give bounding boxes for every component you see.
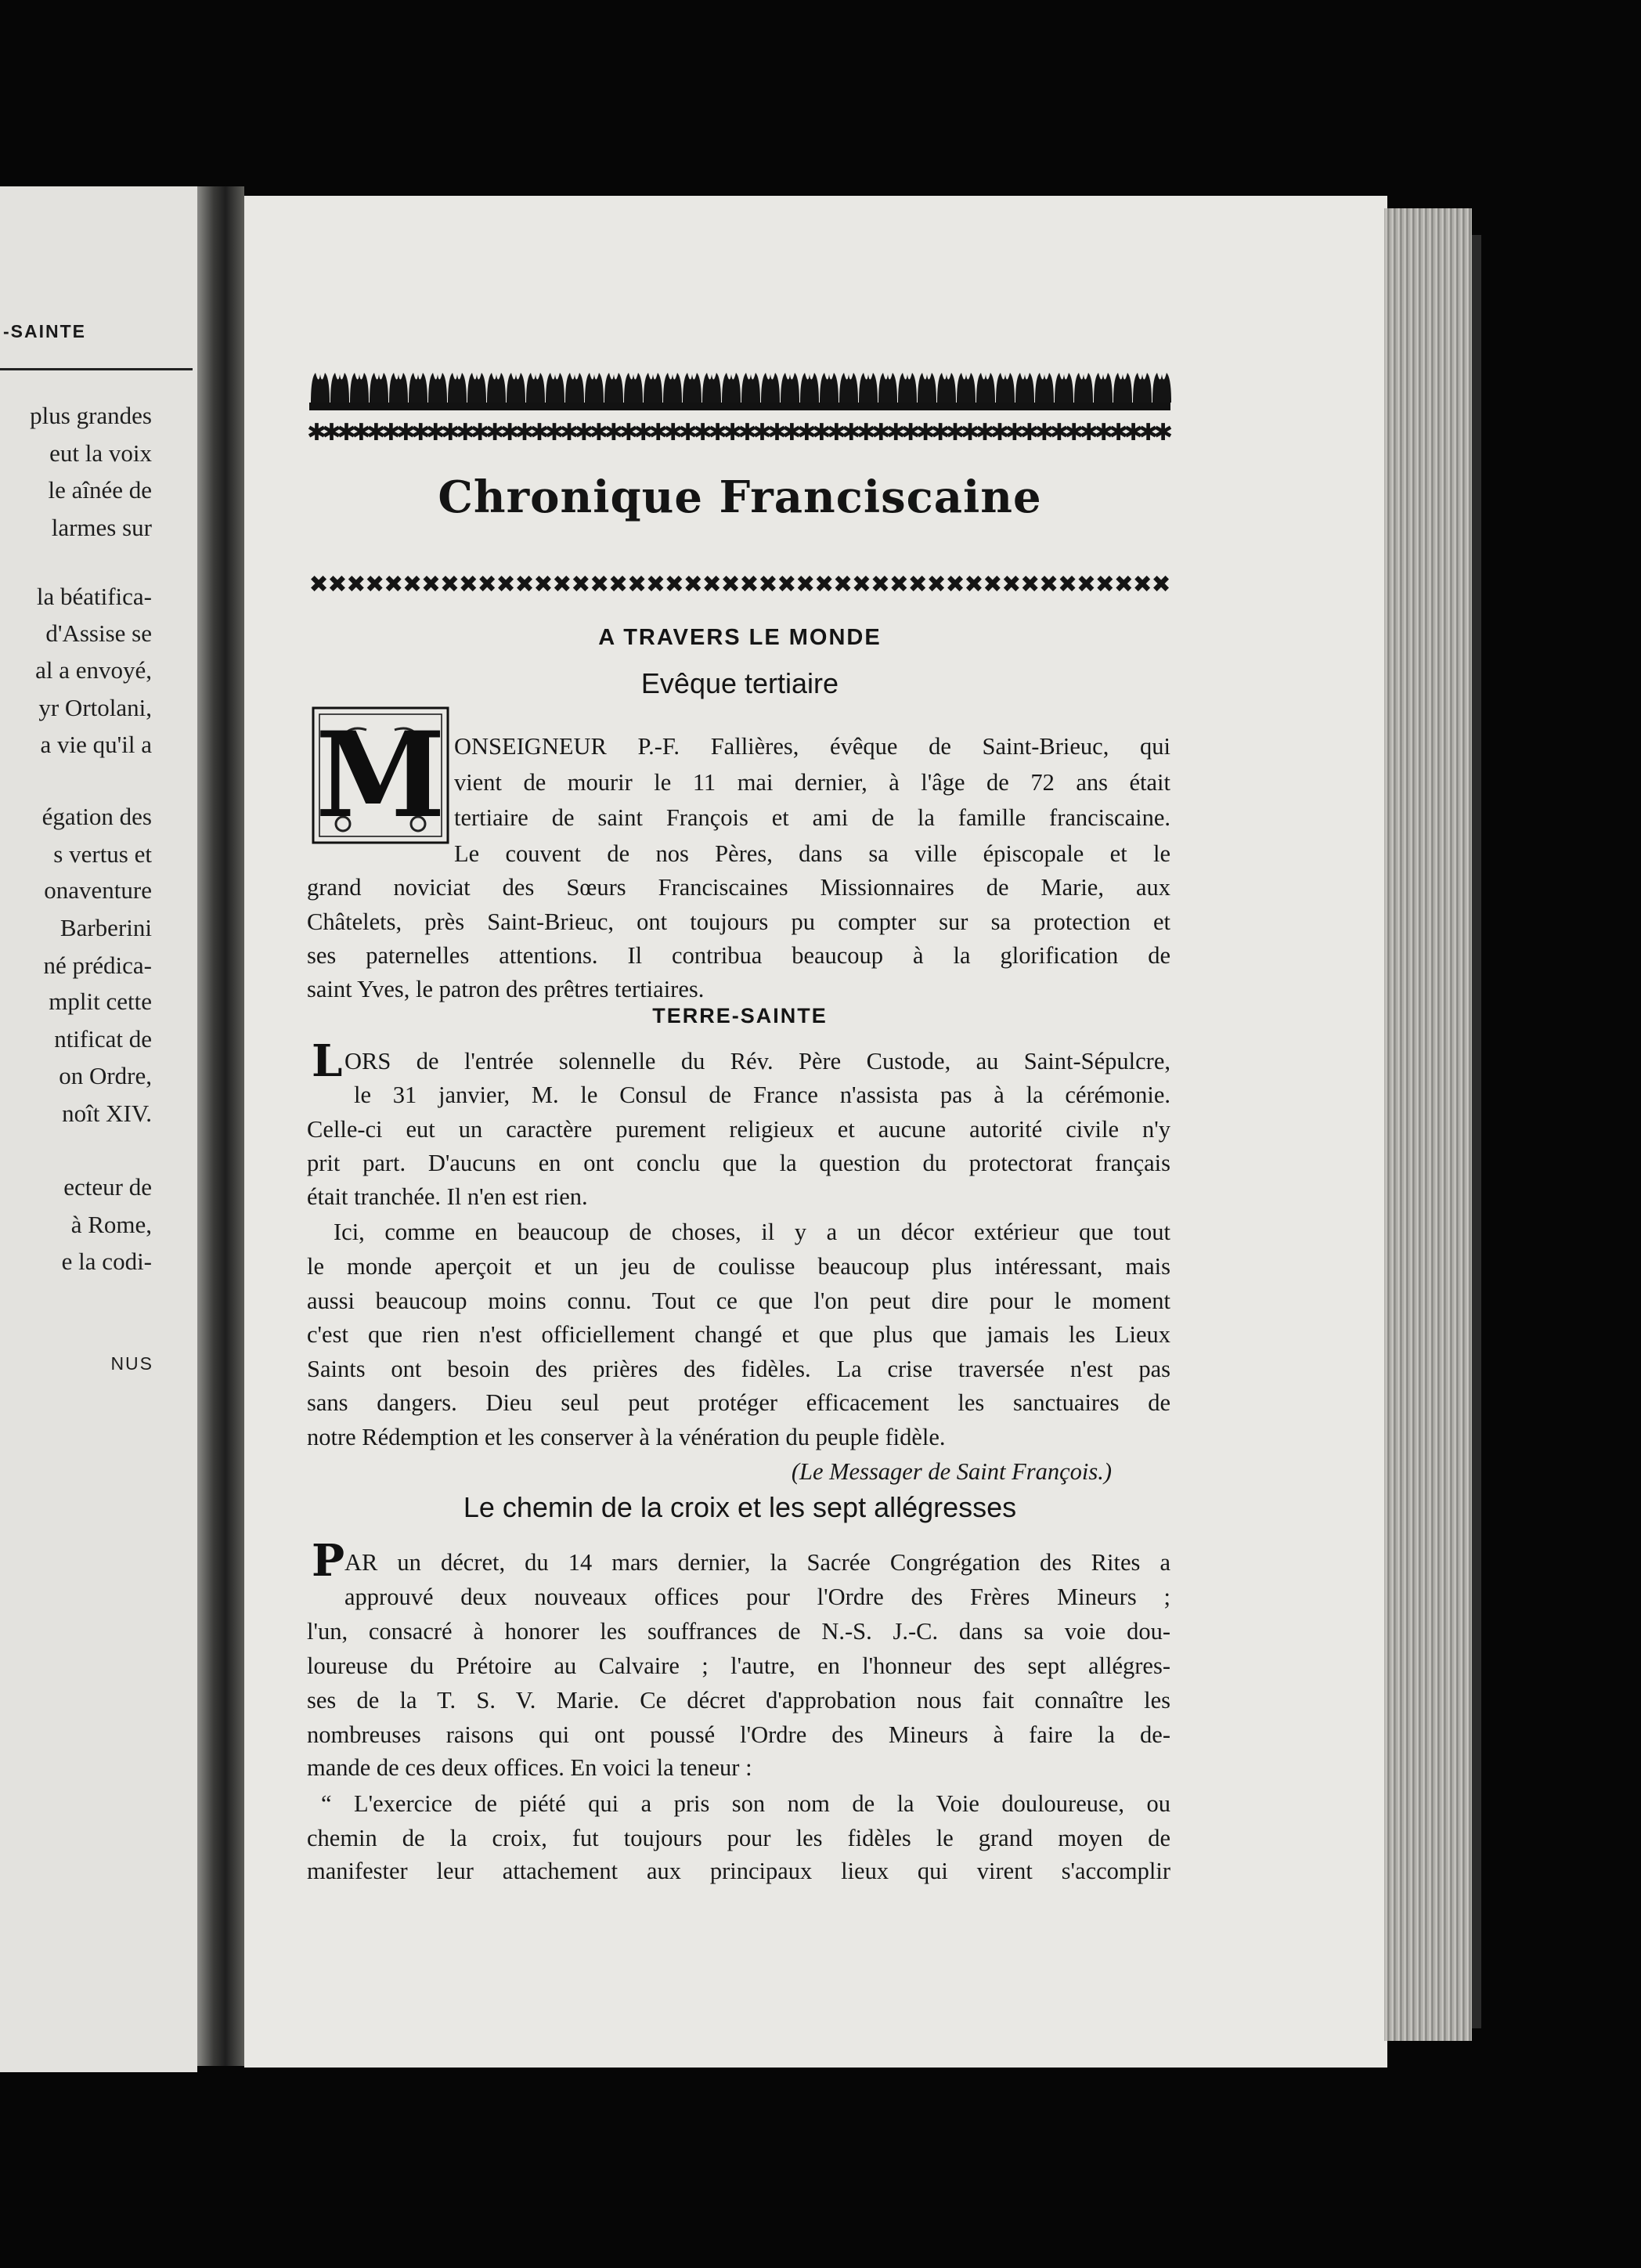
cross-motif: ✖ bbox=[983, 571, 1003, 598]
left-running-header: -SAINTE bbox=[3, 321, 86, 341]
section-heading-world: A TRAVERS LE MONDE bbox=[598, 625, 882, 650]
text-line: “ L'exercice de piété qui a pris son nom de la Voie douloureuse, ou bbox=[321, 1790, 1170, 1817]
dropcap-m-ornament bbox=[312, 706, 449, 844]
left-text-line: la béatifica- bbox=[36, 583, 152, 610]
star-motif: ✱ bbox=[737, 419, 758, 446]
text-line: Le couvent de nos Pères, dans sa ville épiscopale et le bbox=[454, 840, 1170, 867]
star-motif: ✱ bbox=[395, 419, 416, 446]
star-motif: ✱ bbox=[589, 419, 609, 446]
tulip-motif bbox=[370, 373, 388, 403]
cross-motif: ✖ bbox=[683, 571, 703, 598]
star-motif: ✱ bbox=[900, 419, 921, 446]
cross-ornament-band bbox=[308, 571, 1171, 598]
star-motif: ✱ bbox=[336, 419, 356, 446]
cross-motif: ✖ bbox=[701, 571, 722, 598]
tulip-motif bbox=[1133, 373, 1152, 403]
star-motif: ✱ bbox=[990, 419, 1010, 446]
star-motif: ✱ bbox=[485, 419, 505, 446]
left-text-line: ecteur de bbox=[63, 1173, 152, 1201]
cross-motif: ✖ bbox=[365, 571, 385, 598]
text-line: ses paternelles attentions. Il contribua beaucoup à la glorification de bbox=[307, 942, 1170, 969]
star-motif: ✱ bbox=[380, 419, 401, 446]
text-line: sans dangers. Dieu seul peut protéger efficacement les sanctuaires de bbox=[307, 1389, 1170, 1416]
tulip-ornament-band bbox=[309, 367, 1170, 412]
star-motif: ✱ bbox=[766, 419, 787, 446]
left-signature: NUS bbox=[110, 1353, 153, 1374]
tulip-motif bbox=[624, 373, 643, 403]
left-text-line: al a envoyé, bbox=[35, 656, 152, 684]
star-motif: ✱ bbox=[1019, 419, 1040, 446]
tulip-motif bbox=[428, 373, 447, 403]
left-text-line: yr Ortolani, bbox=[38, 694, 152, 721]
star-motif: ✱ bbox=[574, 419, 594, 446]
text-line: vient de mourir le 11 mai dernier, à l'âge de 72 ans était bbox=[454, 769, 1170, 796]
star-motif: ✱ bbox=[410, 419, 431, 446]
text-line: Saints ont besoin des prières des fidèles. La crise traversée n'est pas bbox=[307, 1356, 1170, 1382]
star-motif: ✱ bbox=[826, 419, 846, 446]
star-motif: ✱ bbox=[1079, 419, 1099, 446]
cross-motif: ✖ bbox=[590, 571, 610, 598]
cross-motif: ✖ bbox=[907, 571, 928, 598]
tulip-motif bbox=[1152, 373, 1171, 403]
tulip-motif bbox=[448, 373, 467, 403]
tulip-motif bbox=[585, 373, 604, 403]
section-heading-holy-land: TERRE-SAINTE bbox=[652, 1004, 828, 1027]
cross-motif: ✖ bbox=[1057, 571, 1078, 598]
star-motif: ✱ bbox=[781, 419, 802, 446]
text-line: l'un, consacré à honorer les souffrances de N.-S. J.-C. dans sa voie dou- bbox=[307, 1618, 1170, 1645]
star-motif: ✱ bbox=[915, 419, 936, 446]
cross-motif: ✖ bbox=[664, 571, 684, 598]
star-motif: ✱ bbox=[544, 419, 564, 446]
star-motif: ✱ bbox=[619, 419, 639, 446]
tulip-motif bbox=[1074, 373, 1093, 403]
star-motif: ✱ bbox=[500, 419, 520, 446]
tulip-motif bbox=[644, 373, 662, 403]
star-motif: ✱ bbox=[440, 419, 460, 446]
text-line: nombreuses raisons qui ont poussé l'Ordre des Mineurs à faire la de- bbox=[307, 1721, 1170, 1748]
cross-motif: ✖ bbox=[608, 571, 629, 598]
left-text-line: on Ordre, bbox=[59, 1062, 152, 1089]
left-text-line: e la codi- bbox=[61, 1248, 152, 1275]
star-motif: ✱ bbox=[633, 419, 654, 446]
star-motif: ✱ bbox=[1152, 419, 1174, 446]
tulip-motif bbox=[918, 373, 936, 403]
cross-motif: ✖ bbox=[496, 571, 516, 598]
text-line: le monde aperçoit et un jeu de coulisse beaucoup plus intéressant, mais bbox=[307, 1253, 1170, 1280]
cross-motif: ✖ bbox=[402, 571, 423, 598]
left-text-line: le aînée de bbox=[48, 476, 152, 504]
cross-motif: ✖ bbox=[420, 571, 442, 598]
text-line: prit part. D'aucuns en ont conclu que la question du protectorat français bbox=[307, 1150, 1170, 1176]
star-motif: ✱ bbox=[306, 419, 327, 446]
star-motif: ✱ bbox=[841, 419, 861, 446]
star-motif: ✱ bbox=[1138, 419, 1159, 446]
tulip-motif bbox=[487, 373, 506, 403]
left-text-line: mplit cette bbox=[49, 988, 152, 1015]
star-motif: ✱ bbox=[455, 419, 475, 446]
cross-motif: ✖ bbox=[626, 571, 647, 598]
left-text-line: égation des bbox=[41, 803, 152, 830]
left-text-line: a vie qu'il a bbox=[40, 731, 152, 758]
text-line: loureuse du Prétoire au Calvaire ; l'autre, en l'honneur des sept allégres- bbox=[307, 1652, 1170, 1679]
cross-motif: ✖ bbox=[1039, 571, 1059, 598]
tulip-motif bbox=[507, 373, 525, 403]
tulip-motif bbox=[350, 373, 369, 403]
cross-motif: ✖ bbox=[964, 571, 984, 598]
cross-motif: ✖ bbox=[384, 571, 404, 598]
star-motif: ✱ bbox=[1064, 419, 1084, 446]
page-edge-shadow bbox=[1472, 235, 1481, 2028]
cross-motif: ✖ bbox=[477, 571, 497, 598]
text-line: mande de ces deux offices. En voici la teneur : bbox=[307, 1754, 752, 1781]
left-text-line: né prédica- bbox=[43, 952, 152, 979]
star-motif: ✱ bbox=[1004, 419, 1025, 446]
left-page-fragment bbox=[0, 186, 197, 2072]
subheading-bishop: Evêque tertiaire bbox=[640, 667, 839, 699]
page-title: Chronique Franciscaine bbox=[438, 471, 1042, 523]
left-text-line: d'Assise se bbox=[45, 619, 152, 647]
tulip-motif bbox=[1035, 373, 1054, 403]
star-motif: ✱ bbox=[604, 419, 624, 446]
cross-motif: ✖ bbox=[889, 571, 909, 598]
text-line: grand noviciat des Sœurs Franciscaines Missionnaires de Marie, aux bbox=[307, 874, 1170, 901]
left-text-line: s vertus et bbox=[53, 840, 152, 868]
star-ornament-band bbox=[306, 419, 1174, 446]
cross-motif: ✖ bbox=[346, 571, 366, 598]
star-motif: ✱ bbox=[559, 419, 579, 446]
cross-motif: ✖ bbox=[645, 571, 666, 598]
tulip-motif bbox=[311, 373, 330, 403]
tulip-motif bbox=[761, 373, 780, 403]
cross-motif: ✖ bbox=[945, 571, 965, 598]
star-motif: ✱ bbox=[693, 419, 713, 446]
text-line: chemin de la croix, fut toujours pour les fidèles le grand moyen de bbox=[307, 1825, 1170, 1851]
cross-motif: ✖ bbox=[552, 571, 572, 598]
left-text-line: Barberini bbox=[60, 914, 152, 941]
tulip-motif bbox=[839, 373, 858, 403]
star-motif: ✱ bbox=[1094, 419, 1114, 446]
cross-motif: ✖ bbox=[1020, 571, 1041, 598]
tulip-motif bbox=[1055, 373, 1073, 403]
star-motif: ✱ bbox=[529, 419, 550, 446]
star-motif: ✱ bbox=[1123, 419, 1144, 446]
cross-motif: ✖ bbox=[870, 571, 890, 598]
tulip-motif bbox=[604, 373, 623, 403]
initial-letter-p: P bbox=[312, 1535, 345, 1587]
cross-motif: ✖ bbox=[1132, 571, 1152, 598]
source-attribution: (Le Messager de Saint François.) bbox=[791, 1458, 1112, 1485]
tulip-motif bbox=[781, 373, 799, 403]
cross-motif: ✖ bbox=[1095, 571, 1115, 598]
cross-motif: ✖ bbox=[814, 571, 835, 598]
cross-motif: ✖ bbox=[1001, 571, 1022, 598]
star-motif: ✱ bbox=[752, 419, 773, 446]
tulip-motif bbox=[878, 373, 897, 403]
star-motif: ✱ bbox=[871, 419, 891, 446]
star-motif: ✱ bbox=[514, 419, 535, 446]
cross-motif: ✖ bbox=[571, 571, 591, 598]
star-motif: ✱ bbox=[975, 419, 995, 446]
tulip-motif bbox=[937, 373, 956, 403]
tulip-motif bbox=[722, 373, 741, 403]
initial-letter-l: L bbox=[312, 1035, 343, 1087]
cross-motif: ✖ bbox=[458, 571, 478, 598]
tulip-motif bbox=[820, 373, 839, 403]
star-motif: ✱ bbox=[351, 419, 371, 446]
star-motif: ✱ bbox=[366, 419, 386, 446]
left-text-line: à Rome, bbox=[70, 1211, 152, 1238]
cross-motif: ✖ bbox=[1113, 571, 1134, 598]
text-line: ORS de l'entrée solennelle du Rév. Père Custode, au Saint-Sépulcre, bbox=[344, 1048, 1170, 1074]
cross-motif: ✖ bbox=[777, 571, 797, 598]
text-line: Celle-ci eut un caractère purement religieux et aucune autorité civile n'y bbox=[307, 1116, 1170, 1143]
tulip-motif bbox=[389, 373, 408, 403]
tulip-motif bbox=[1113, 373, 1132, 403]
left-text-line: ntificat de bbox=[54, 1025, 152, 1053]
subheading-way-of-cross: Le chemin de la croix et les sept allégresses bbox=[463, 1491, 1017, 1523]
tulip-motif bbox=[330, 373, 349, 403]
text-line: Châtelets, près Saint-Brieuc, ont toujours pu compter sur sa protection et bbox=[307, 908, 1170, 935]
text-line: c'est que rien n'est officiellement changé et que plus que jamais les Lieux bbox=[307, 1321, 1170, 1348]
text-line: Ici, comme en beaucoup de choses, il y a un décor extérieur que tout bbox=[334, 1219, 1170, 1245]
star-motif: ✱ bbox=[321, 419, 342, 446]
ornament-bar bbox=[309, 403, 1170, 410]
left-text-line: eut la voix bbox=[49, 439, 152, 467]
cross-motif: ✖ bbox=[851, 571, 872, 598]
cross-motif: ✖ bbox=[1151, 571, 1171, 598]
tulip-motif bbox=[996, 373, 1015, 403]
cross-motif: ✖ bbox=[758, 571, 778, 598]
left-text-line: onaventure bbox=[44, 876, 152, 904]
star-motif: ✱ bbox=[663, 419, 683, 446]
text-line: le 31 janvier, M. le Consul de France n'assista pas à la cérémonie. bbox=[354, 1082, 1170, 1108]
cross-motif: ✖ bbox=[739, 571, 759, 598]
star-motif: ✱ bbox=[722, 419, 743, 446]
book-gutter bbox=[197, 186, 244, 2066]
cross-motif: ✖ bbox=[439, 571, 460, 598]
star-motif: ✱ bbox=[856, 419, 876, 446]
tulip-motif bbox=[702, 373, 721, 403]
tulip-motif bbox=[1094, 373, 1113, 403]
left-text-line: noît XIV. bbox=[62, 1100, 152, 1127]
cross-motif: ✖ bbox=[795, 571, 816, 598]
page-block-edge bbox=[1384, 208, 1472, 2041]
left-text-line: plus grandes bbox=[30, 402, 152, 429]
cross-motif: ✖ bbox=[327, 571, 348, 598]
tulip-motif bbox=[546, 373, 564, 403]
tulip-motif bbox=[565, 373, 584, 403]
star-motif: ✱ bbox=[811, 419, 831, 446]
tulip-motif bbox=[976, 373, 995, 403]
text-line: tertiaire de saint François et ami de la famille franciscaine. bbox=[454, 804, 1170, 831]
cross-motif: ✖ bbox=[308, 571, 329, 598]
star-motif: ✱ bbox=[796, 419, 817, 446]
text-line: approuvé deux nouveaux offices pour l'Ordre des Frères Mineurs ; bbox=[344, 1584, 1170, 1610]
text-line: AR un décret, du 14 mars dernier, la Sacrée Congrégation des Rites a bbox=[344, 1549, 1170, 1576]
star-motif: ✱ bbox=[930, 419, 950, 446]
cross-motif: ✖ bbox=[1076, 571, 1097, 598]
text-line: notre Rédemption et les conserver à la vénération du peuple fidèle. bbox=[307, 1424, 946, 1450]
star-motif: ✱ bbox=[945, 419, 965, 446]
left-header-rule bbox=[0, 368, 193, 370]
text-line: était tranchée. Il n'en est rien. bbox=[307, 1183, 588, 1210]
tulip-motif bbox=[859, 373, 878, 403]
star-motif: ✱ bbox=[960, 419, 980, 446]
star-motif: ✱ bbox=[1109, 419, 1129, 446]
tulip-motif bbox=[898, 373, 917, 403]
text-line: saint Yves, le patron des prêtres tertiaires. bbox=[307, 976, 705, 1002]
left-text-line: larmes sur bbox=[51, 514, 152, 541]
cross-motif: ✖ bbox=[533, 571, 554, 598]
tulip-motif bbox=[683, 373, 701, 403]
star-motif: ✱ bbox=[678, 419, 698, 446]
star-motif: ✱ bbox=[707, 419, 728, 446]
text-line: ONSEIGNEUR P.-F. Fallières, évêque de Saint-Brieuc, qui bbox=[454, 733, 1170, 760]
cross-motif: ✖ bbox=[514, 571, 535, 598]
dropcap-letter: M bbox=[315, 706, 446, 844]
text-line: aussi beaucoup moins connu. Tout ce que l'on peut dire pour le moment bbox=[307, 1287, 1170, 1314]
tulip-motif bbox=[663, 373, 682, 403]
cross-motif: ✖ bbox=[832, 571, 853, 598]
star-motif: ✱ bbox=[1034, 419, 1055, 446]
tulip-motif bbox=[800, 373, 819, 403]
cross-motif: ✖ bbox=[926, 571, 947, 598]
tulip-motif bbox=[526, 373, 545, 403]
star-motif: ✱ bbox=[425, 419, 445, 446]
star-motif: ✱ bbox=[885, 419, 906, 446]
cross-motif: ✖ bbox=[720, 571, 741, 598]
star-motif: ✱ bbox=[1049, 419, 1069, 446]
tulip-motif bbox=[1015, 373, 1034, 403]
tulip-motif bbox=[741, 373, 760, 403]
star-motif: ✱ bbox=[648, 419, 669, 446]
text-line: ses de la T. S. V. Marie. Ce décret d'approbation nous fait connaître les bbox=[307, 1687, 1170, 1714]
tulip-motif bbox=[467, 373, 486, 403]
star-motif: ✱ bbox=[470, 419, 490, 446]
tulip-motif bbox=[957, 373, 976, 403]
tulip-motif bbox=[409, 373, 427, 403]
text-line: manifester leur attachement aux principaux lieux qui virent s'accomplir bbox=[307, 1858, 1170, 1884]
